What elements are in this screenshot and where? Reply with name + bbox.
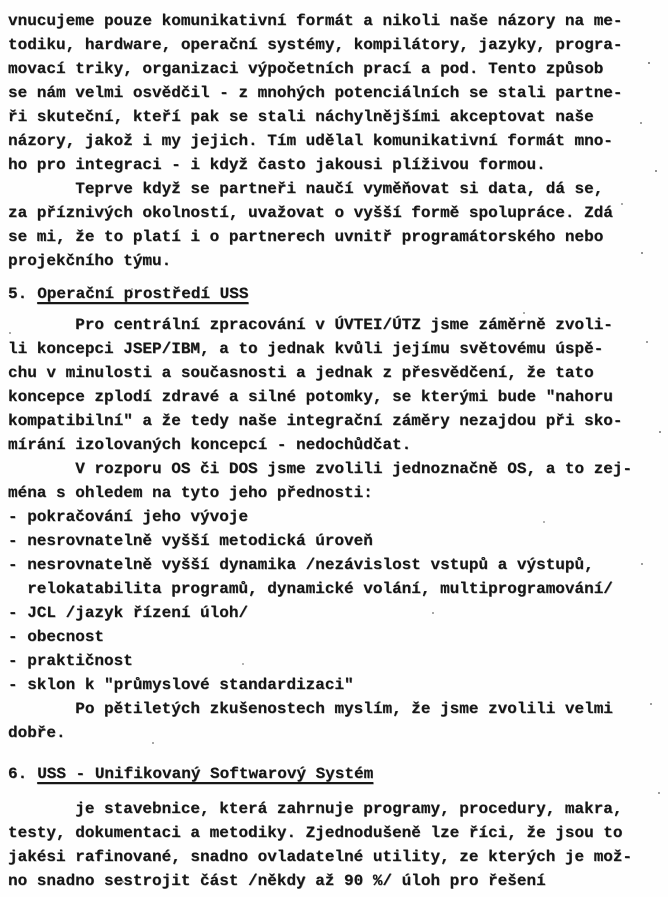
text-line: koncepce zplodí zdravé a silné potomky, se kterými bude "nahoru: [8, 388, 613, 406]
text-line: V rozporu OS či DOS jsme zvolili jednoznačně OS, a to zej-: [8, 460, 633, 478]
text-line: vnucujeme pouze komunikativní formát a nikoli naše názory na me-: [8, 12, 623, 30]
text-line: za příznivých okolností, uvažovat o vyšší formě spolupráce. Zdá: [8, 204, 613, 222]
advantages-list: [8, 505, 664, 697]
text-line: movací triky, organizaci výpočetních prací a pod. Tento způsob: [8, 60, 604, 78]
text-line: dobře.: [8, 724, 66, 742]
paragraph-five-years-experience: [8, 697, 664, 745]
list-item: - obecnost: [8, 628, 105, 646]
list-item: - pokračování jeho vývoje: [8, 508, 249, 526]
text-line: li koncepci JSEP/IBM, a to jednak kvůli jejímu světovému úspě-: [8, 340, 604, 358]
list-item: - nesrovnatelně vyšší dynamika /nezávislost vstupů a výstupů,: [8, 556, 594, 574]
text-line: ho pro integraci - i když často jakousi plíživou formou.: [8, 156, 546, 174]
section-number: 5.: [8, 285, 28, 303]
text-line: chu v minulosti a současnosti a jednak z přesvědčení, že tato: [8, 364, 594, 382]
text-line: je stavebnice, která zahrnuje programy, procedury, makra,: [8, 800, 623, 818]
text-line: ři skuteční, kteří pak se stali náchylnějšími akceptovat naše: [8, 108, 594, 126]
list-item: - sklon k "průmyslové standardizaci": [8, 676, 354, 694]
text-line: jakési rafinované, snadno ovladatelné utility, ze kterých je mož-: [8, 848, 633, 866]
list-item: - praktičnost: [8, 652, 133, 670]
text-line: kompatibilní" a že tedy naše integrační záměry nezajdou při sko-: [8, 412, 623, 430]
text-line: projekčního týmu.: [8, 252, 172, 270]
text-line: se nám velmi osvědčil - z mnohých potenciálních se stali partne-: [8, 84, 623, 102]
list-item: - JCL /jazyk řízení úloh/: [8, 604, 249, 622]
section-heading-6: [8, 762, 664, 788]
text-line: Teprve když se partneři naučí vyměňovat si data, dá se,: [8, 180, 604, 198]
scan-noise-speckles: [0, 0, 2, 2]
section-title: Operační prostředí USS: [37, 285, 249, 303]
section-title: USS - Unifikovaný Softwarový Systém: [37, 765, 374, 783]
text-line: se mi, že to platí i o partnerech uvnitř programátorského nebo: [8, 228, 604, 246]
paragraph-communication-format: [8, 9, 664, 177]
paragraph-central-processing: [8, 313, 664, 457]
list-item: - nesrovnatelně vyšší metodická úroveň: [8, 532, 373, 550]
text-line: názory, jakož i my jejich. Tím udělal komunikativní formát mno-: [8, 132, 613, 150]
list-item-continuation: relokatabilita programů, dynamické volání, multiprogramování/: [8, 580, 613, 598]
section-heading-5: [8, 282, 664, 308]
section-number: 6.: [8, 765, 28, 783]
text-line: Po pětiletých zkušenostech myslím, že jsme zvolili velmi: [8, 700, 613, 718]
text-line: ména s ohledem na tyto jeho přednosti:: [8, 484, 373, 502]
text-line: mírání izolovaných koncepcí - nedochůdčat.: [8, 436, 412, 454]
paragraph-partners-cooperation: [8, 177, 664, 273]
paragraph-os-vs-dos: [8, 457, 664, 505]
text-line: testy, dokumentaci a metodiky. Zjednodušeně lze říci, že jsou to: [8, 824, 623, 842]
text-line: Pro centrální zpracování v ÚVTEI/ÚTZ jsme záměrně zvoli-: [8, 316, 613, 334]
text-line: todiku, hardware, operační systémy, kompilátory, jazyky, progra-: [8, 36, 623, 54]
paragraph-uss-description: [8, 797, 664, 893]
text-line: no snadno sestrojit část /někdy až 90 %/ úloh pro řešení: [8, 872, 546, 890]
